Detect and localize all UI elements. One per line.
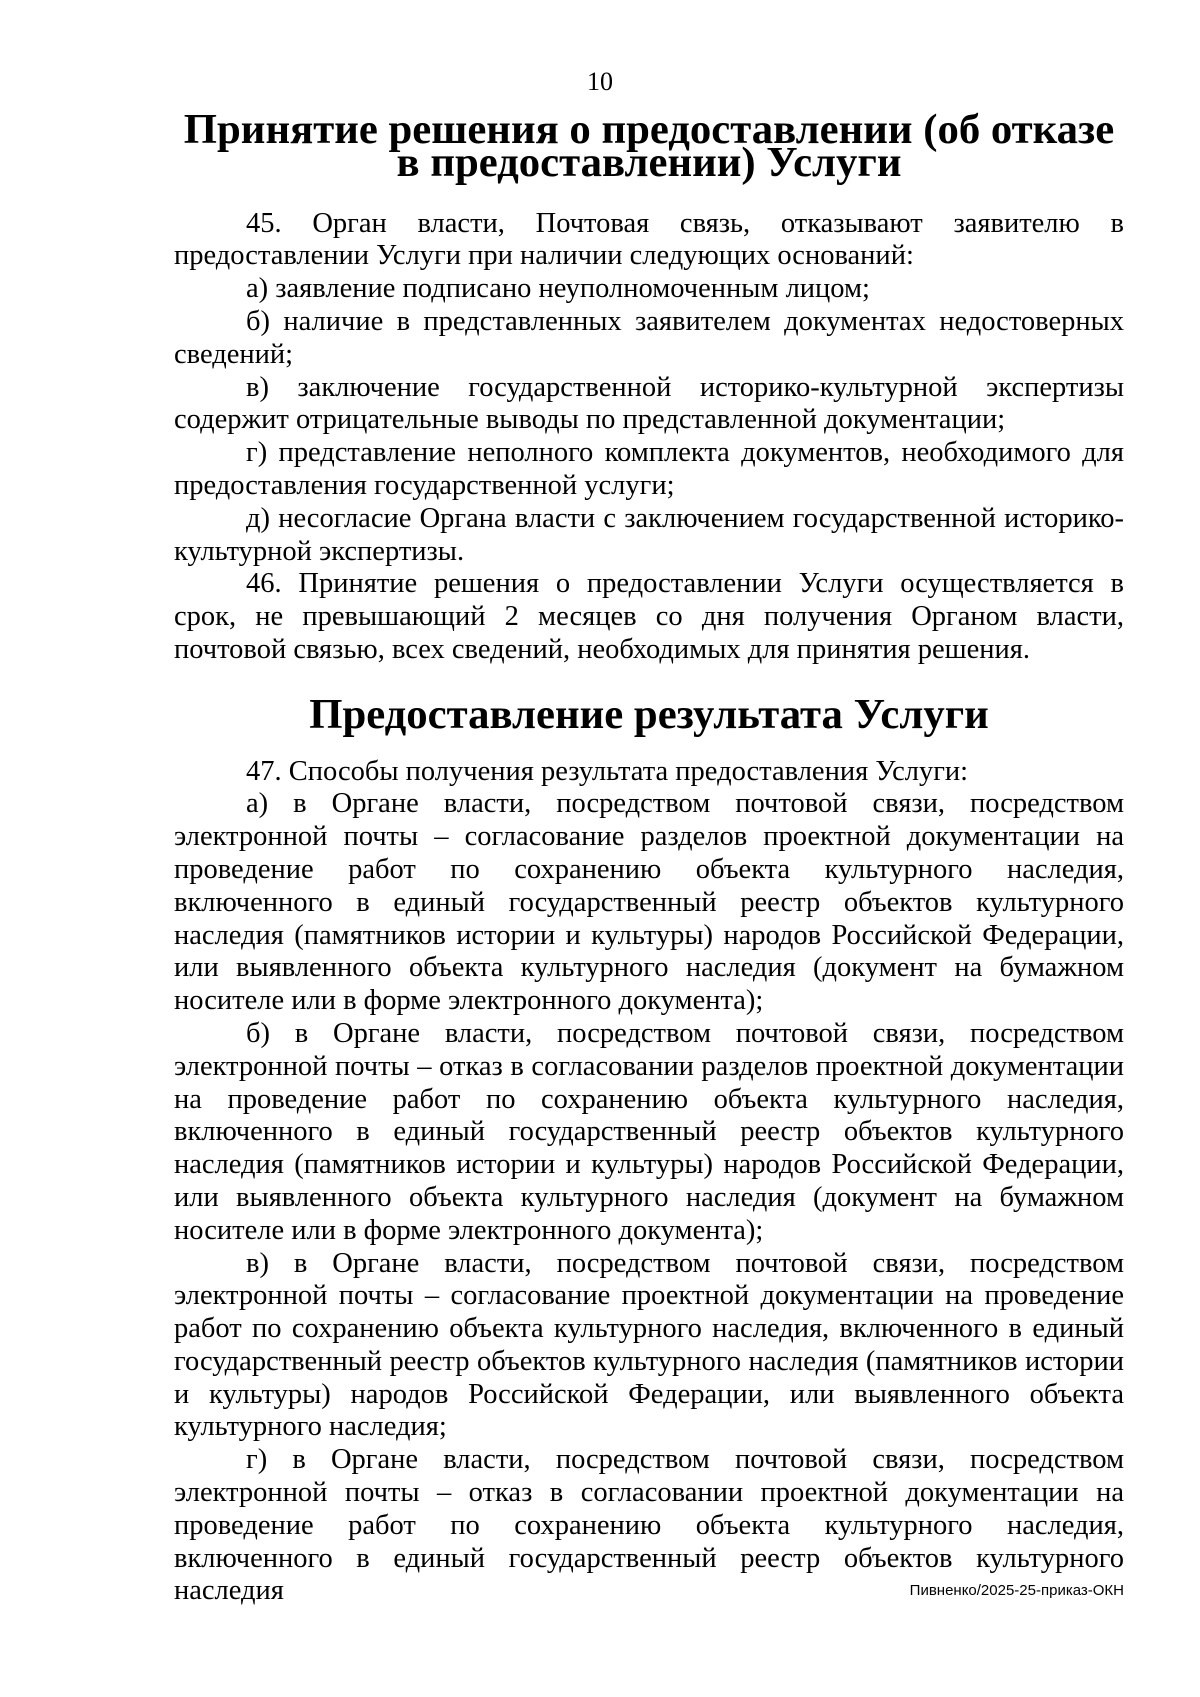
section-heading-decision: Принятие решения о предоставлении (об отказе в предоставлении) Услуги	[183, 106, 1115, 186]
list-item-d: д) несогласие Органа власти с заключением государственной историко-культурной экспертизы.	[174, 502, 1124, 567]
result-item-g: г) в Органе власти, посредством почтовой связи, посредством электронной почты – отказ в согласовании проектной документации на проведение работ по сохранению объекта культурного наследия, включенного в единый государственный реестр объектов культурного наследия	[174, 1444, 1124, 1607]
list-item-a: а) заявление подписано неуполномоченным лицом;	[246, 273, 870, 305]
result-item-b: б) в Органе власти, посредством почтовой связи, посредством электронной почты – отказ в согласовании разделов проектной документации на проведение работ по сохранению объекта культурного наследия, включенного в единый государственный реестр объектов культурного наследия (памятников истории и культуры) народов Российской Федерации, или выявленного объекта культурного наследия (документ на бумажном носителе или в форме электронного документа);	[174, 1017, 1124, 1246]
page-number: 10	[587, 67, 613, 96]
paragraph-45: 45. Орган власти, Почтовая связь, отказывают заявителю в предоставлении Услуги при наличии следующих оснований:	[174, 207, 1124, 272]
result-item-a: а) в Органе власти, посредством почтовой связи, посредством электронной почты – согласование разделов проектной документации на проведение работ по сохранению объекта культурного наследия, включенного в единый государственный реестр объектов культурного наследия (памятников истории и культуры) народов Российской Федерации, или выявленного объекта культурного наследия (документ на бумажном носителе или в форме электронного документа);	[174, 788, 1124, 1017]
paragraph-47: 47. Способы получения результата предоставления Услуги:	[246, 755, 969, 787]
list-item-v: в) заключение государственной историко-культурной экспертизы содержит отрицательные выводы по представленной документации;	[174, 371, 1124, 436]
list-item-b: б) наличие в представленных заявителем документах недостоверных сведений;	[174, 305, 1124, 370]
paragraph-46: 46. Принятие решения о предоставлении Услуги осуществляется в срок, не превышающий 2 месяцев со дня получения Органом власти, почтовой связью, всех сведений, необходимых для принятия решения.	[174, 568, 1124, 665]
document-body	[174, 106, 1124, 1608]
document-footer-code: Пивненко/2025-25-приказ-ОКН	[909, 1582, 1124, 1599]
result-item-v: в) в Органе власти, посредством почтовой связи, посредством электронной почты – согласование проектной документации на проведение работ по сохранению объекта культурного наследия, включенного в единый государственный реестр объектов культурного наследия (памятников истории и культуры) народов Российской Федерации, или выявленного объекта культурного наследия;	[174, 1247, 1124, 1443]
list-item-g: г) представление неполного комплекта документов, необходимого для предоставления государственной услуги;	[174, 437, 1124, 501]
section-heading-result: Предоставление результата Услуги	[309, 690, 989, 738]
